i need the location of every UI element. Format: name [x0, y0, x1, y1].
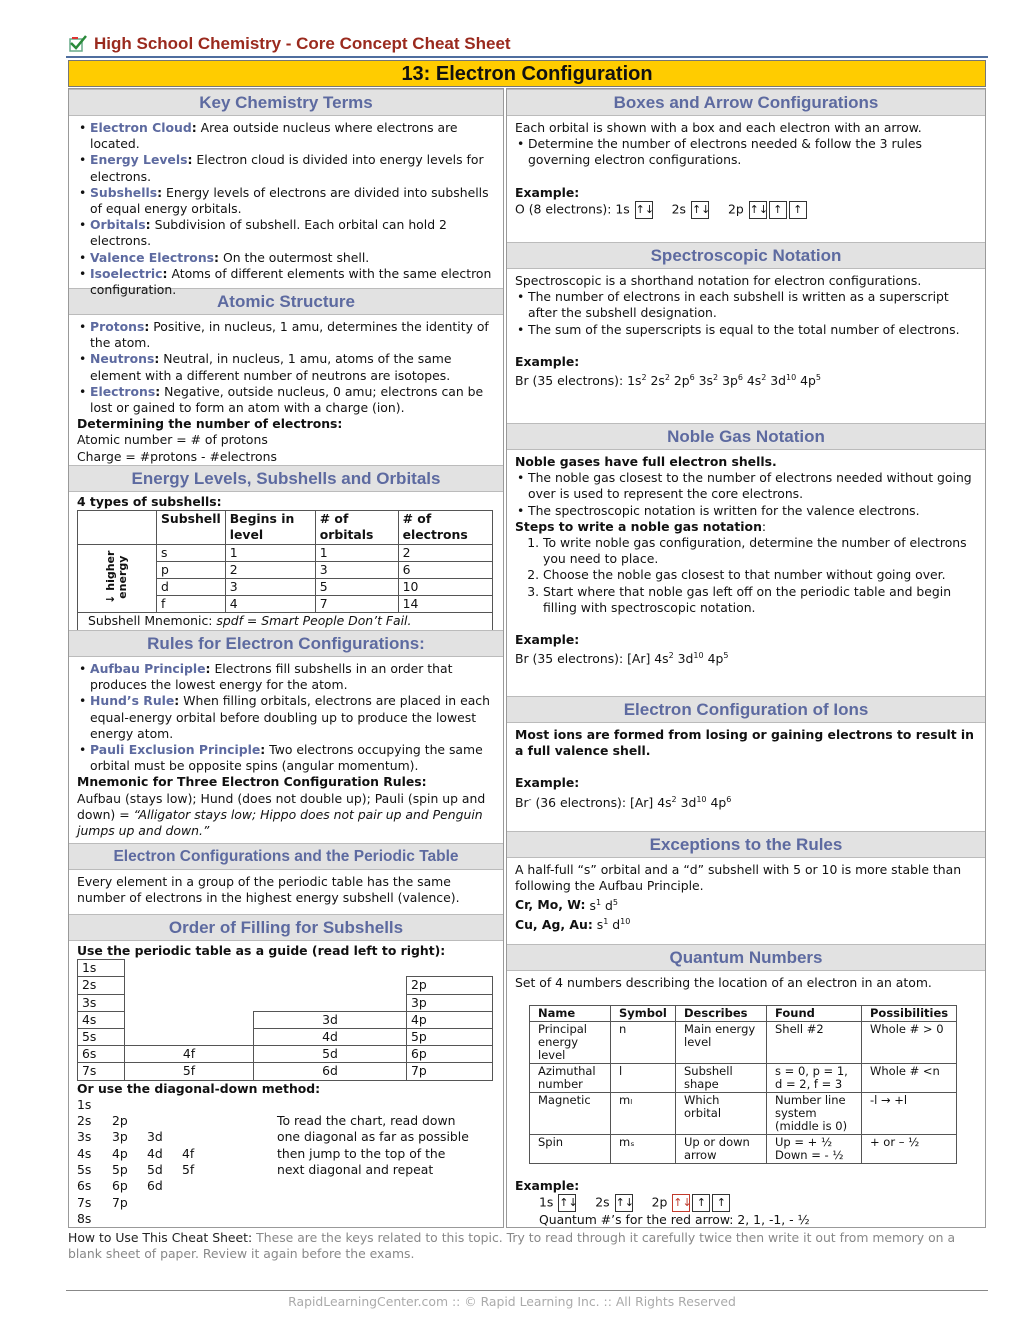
- quantum-cell: mₗ: [611, 1093, 676, 1135]
- orbital-term: 3p: [722, 373, 738, 389]
- orbital-box: ↑↓: [749, 201, 767, 219]
- diagonal-chart: [77, 1097, 495, 1225]
- electron-count: 1: [603, 916, 609, 926]
- grid-cell: [254, 977, 407, 994]
- section-quantum-title: Quantum Numbers: [507, 944, 985, 971]
- orbital-term: 1s: [627, 373, 642, 389]
- quantum-cell: Magnetic: [530, 1093, 611, 1135]
- spectro-example-label: Example:: [515, 353, 580, 369]
- orbital-box: ↑: [769, 201, 787, 219]
- quantum-cell: Up or down arrow: [676, 1135, 767, 1164]
- electron-count: 2: [671, 794, 677, 804]
- quantum-cell: + or – ½: [862, 1135, 957, 1164]
- grid-cell: 7s: [78, 1063, 125, 1080]
- rule-term: Pauli Exclusion Principle: [90, 742, 261, 758]
- grid-cell: [254, 994, 407, 1011]
- electron-count: 2: [664, 373, 670, 383]
- orbital-term: 4s: [654, 651, 669, 667]
- quantum-cell: Subshell shape: [676, 1064, 767, 1093]
- footer-divider: [66, 1290, 988, 1291]
- diag-note-line: one diagonal as far as possible: [277, 1129, 469, 1145]
- table-cell: 1: [315, 544, 398, 561]
- orbital-box: ↑: [712, 1194, 730, 1212]
- diag-cell: 6p: [112, 1178, 128, 1194]
- box-example-text: O (8 electrons): 1s: [515, 201, 630, 217]
- diag-cell: 3p: [112, 1129, 128, 1145]
- orbital-term: 4p: [710, 794, 727, 810]
- quantum-cell: Which orbital: [676, 1093, 767, 1135]
- rule-colon: :: [205, 661, 211, 676]
- key-term-term: Subshells: [90, 184, 158, 200]
- section-periodic: [69, 870, 503, 914]
- electron-count: 10: [786, 373, 797, 383]
- table-cell: 2: [225, 561, 315, 578]
- noble-example-prefix: Br (35 electrons): [Ar]: [515, 651, 655, 667]
- orbital-label: 2p: [651, 1194, 668, 1210]
- section-spectro-title: Spectroscopic Notation: [507, 242, 985, 269]
- key-term-item: [90, 120, 495, 152]
- atomic-term-text: Neutral, in nucleus, 1 amu, atoms of the same element with a different number of neutrons are isotopes.: [90, 351, 452, 383]
- rules-mnemonic-heading: Mnemonic for Three Electron Configuration Rules: [77, 774, 422, 790]
- grid-cell: 1s: [78, 960, 125, 977]
- noble-step: 2. Choose the noble gas closest to that number without going over.: [543, 567, 977, 583]
- spectro-example-prefix: Br (35 electrons):: [515, 373, 628, 389]
- grid-cell: 5p: [407, 1029, 493, 1046]
- orbital-term: 4p: [800, 373, 816, 389]
- diag-cell: 6d: [147, 1178, 163, 1194]
- electrons-col-header: # of electrons: [398, 511, 492, 544]
- electron-count: 10: [696, 794, 707, 804]
- quantum-header: Found: [767, 1006, 862, 1022]
- key-term-term: Valence Electrons: [90, 249, 215, 265]
- ion-charge: -: [528, 794, 532, 804]
- key-term-item: [90, 266, 495, 298]
- quantum-cell: -l → +l: [862, 1093, 957, 1135]
- exceptions-row2-label: Cu, Ag, Au:: [515, 916, 593, 932]
- diag-cell: 4d: [147, 1145, 163, 1161]
- quantum-cell: Whole # > 0: [862, 1022, 957, 1064]
- rule-item: [90, 742, 495, 774]
- section-atomic-title: Atomic Structure: [69, 288, 503, 315]
- table-cell: 10: [398, 579, 492, 596]
- section-rules: • Aufbau Principle: Electrons fill subshells in an order that produces the lowest energy for the atom. • Hund’s Rule: When filling orbitals, electrons are placed in each equal-energy orbital before doubling up to produce the lowest energy atom. • Pauli Exclusion Principle: Two electrons occupying the same orbital must be opposite spins (angular momentum). Mnemonic for Three Electron Configuration Rules: Aufbau (stays low); Hund (does not double up); Pauli (spin up and down) = “Alligator stays low; Hippo does not pair up and Penguin jumps up and down.”: [69, 657, 503, 843]
- noble-step: 3. Start where that noble gas left off on the periodic table and begin filling with spectroscopic notation.: [543, 584, 977, 616]
- header-divider: [66, 56, 988, 58]
- rule-text: Electrons fill subshells in an order that produces the lowest energy for the atom.: [90, 661, 453, 693]
- grid-cell: [407, 960, 493, 977]
- diag-note-line: then jump to the top of the: [277, 1145, 446, 1161]
- exceptions-text: A half-full “s” orbital and a “d” subshell with 5 or 10 is more stable than following the Aufbau Principle.: [515, 862, 962, 894]
- atomic-term-item: [90, 351, 495, 383]
- atomic-term-term: Protons: [90, 319, 145, 334]
- quantum-caption: Quantum #’s for the red arrow: 2, 1, -1, - ½: [539, 1212, 810, 1228]
- quantum-header: Name: [530, 1006, 611, 1022]
- quantum-cell: s = 0, p = 1, d = 2, f = 3: [767, 1064, 862, 1093]
- section-rules-title: Rules for Electron Configurations:: [69, 630, 503, 657]
- quantum-cell: mₛ: [611, 1135, 676, 1164]
- grid-cell: [125, 960, 254, 977]
- electron-count: 2: [668, 651, 674, 661]
- electron-count: 5: [723, 651, 729, 661]
- orbital-box: ↑↓: [558, 1194, 576, 1212]
- rule-term: Hund’s Rule: [90, 693, 175, 709]
- spectro-configuration: [627, 373, 821, 388]
- atomic-line1: Atomic number = # of protons: [77, 432, 268, 448]
- boxes-bullet: • Determine the number of electrons needed & follow the 3 rules governing electron configurations.: [528, 136, 977, 168]
- orbital-label: 1s: [539, 1194, 554, 1210]
- quantum-cell: Spin: [530, 1135, 611, 1164]
- section-exceptions-title: Exceptions to the Rules: [507, 831, 985, 858]
- table-cell: 5: [315, 579, 398, 596]
- diag-cell: 8s: [77, 1210, 92, 1226]
- subshell-col-header: Subshell: [157, 511, 226, 544]
- diag-heading: Or use the diagonal-down method:: [77, 1080, 321, 1096]
- orbital-box: ↑↓: [615, 1194, 633, 1212]
- atomic-term-item: [90, 384, 495, 416]
- key-term-term: Energy Levels: [90, 152, 188, 168]
- atomic-term-item: [90, 319, 495, 351]
- orbital-box: ↑: [789, 201, 807, 219]
- section-energy: [69, 492, 503, 630]
- orbital-label: 2p: [727, 201, 744, 217]
- orbital-term: 3d: [677, 651, 694, 667]
- electron-count: 5: [612, 897, 618, 907]
- rule-text: When filling orbitals, electrons are placed in each equal-energy orbital before doubling up to produce the lowest energy atom.: [90, 693, 490, 741]
- page-header: [68, 32, 511, 56]
- orbital-term: d: [604, 897, 613, 913]
- exceptions-row2-config: [597, 917, 631, 932]
- quantum-cell: Shell #2: [767, 1022, 862, 1064]
- orbital-term: d: [612, 916, 621, 932]
- section-ions-title: Electron Configuration of Ions: [507, 696, 985, 723]
- orbital-term: s: [589, 897, 596, 913]
- key-term-item: [90, 185, 495, 217]
- quantum-orbital-diagram: [515, 1194, 977, 1212]
- table-cell: 2: [398, 544, 492, 561]
- exceptions-row1-config: [589, 898, 617, 913]
- grid-cell: [125, 1011, 254, 1028]
- key-term-term: Electron Cloud: [90, 120, 192, 135]
- grid-cell: 4f: [125, 1046, 254, 1063]
- diag-cell: 3s: [77, 1129, 92, 1145]
- key-term-term: Isoelectric: [90, 265, 163, 281]
- orbital-term: 2s: [650, 373, 665, 389]
- table-cell: 4: [225, 596, 315, 613]
- noble-configuration: [654, 651, 728, 666]
- table-cell: 7: [315, 596, 398, 613]
- atomic-term-text: Negative, outside nucleus, 0 amu; electrons can be lost or gained to form an atom with a charge (ion).: [90, 383, 484, 416]
- spectro-bullet: • The sum of the superscripts is equal to the total number of electrons.: [528, 322, 977, 338]
- quantum-cell: Main energy level: [676, 1022, 767, 1064]
- grid-cell: 4d: [254, 1029, 407, 1046]
- diag-cell: 2s: [77, 1113, 92, 1129]
- electron-count: 6: [689, 373, 695, 383]
- atomic-line2: Charge = #protons - #electrons: [77, 448, 277, 464]
- key-term-text: Electron cloud is divided into energy levels for electrons.: [90, 152, 484, 184]
- diag-cell: 2p: [112, 1113, 128, 1129]
- noble-example-label: Example:: [515, 632, 580, 648]
- exceptions-row1-label: Cr, Mo, W:: [515, 897, 586, 913]
- rule-item: [90, 693, 495, 742]
- orbital-box: ↑: [692, 1194, 710, 1212]
- diag-cell: 4s: [77, 1145, 92, 1161]
- electron-count: 2: [713, 373, 719, 383]
- diag-cell: 5f: [182, 1162, 195, 1178]
- diag-cell: 4p: [112, 1145, 128, 1161]
- section-order-title: Order of Filling for Subshells: [69, 914, 503, 941]
- diag-cell: 5p: [112, 1162, 128, 1178]
- electron-count: 5: [815, 373, 821, 383]
- diag-cell: 1s: [77, 1096, 92, 1112]
- grid-cell: 5d: [254, 1046, 407, 1063]
- spectro-intro: Spectroscopic is a shorthand notation for electron configurations.: [515, 273, 922, 288]
- section-boxes: [507, 116, 985, 242]
- section-ions: [507, 723, 985, 831]
- filling-grid: [77, 959, 493, 1080]
- atomic-term-term: Electrons: [90, 383, 156, 399]
- rule-term: Aufbau Principle: [90, 661, 206, 676]
- orbital-term: 3d: [680, 794, 697, 810]
- key-term-item: [90, 152, 495, 184]
- orbital-label: 2s: [595, 1194, 610, 1210]
- section-order: [69, 941, 503, 1227]
- diag-cell: 7p: [112, 1194, 128, 1210]
- howto-text: These are the keys related to this topic. Try to read through it carefully twice then write it out from memory on a blank sheet of paper. Review it again before the exams.: [68, 1230, 956, 1261]
- electron-count: 6: [726, 794, 732, 804]
- section-energy-title: Energy Levels, Subshells and Orbitals: [69, 465, 503, 492]
- key-term-colon: :: [214, 249, 219, 265]
- rule-item: [90, 661, 495, 693]
- electron-count: 6: [737, 373, 743, 383]
- atomic-term-text: Positive, in nucleus, 1 amu, determines the identity of the atom.: [90, 319, 489, 351]
- grid-cell: 5s: [78, 1029, 125, 1046]
- key-term-text: Subdivision of subshell. Each orbital can hold 2 electrons.: [90, 217, 447, 249]
- orbital-label: 2s: [671, 201, 687, 217]
- key-term-colon: :: [145, 217, 151, 233]
- atomic-term-colon: :: [154, 351, 160, 367]
- quantum-header: Describes: [676, 1006, 767, 1022]
- grid-cell: 3p: [407, 994, 493, 1011]
- atomic-term-colon: :: [144, 319, 150, 334]
- ion-configuration: [657, 795, 731, 810]
- howto-note: [68, 1230, 988, 1262]
- page-title: High School Chemistry - Core Concept Cheat Sheet: [94, 34, 511, 53]
- orbital-term: 4s: [657, 794, 672, 810]
- electron-count: 2: [641, 373, 647, 383]
- section-periodic-title: Electron Configurations and the Periodic Table: [69, 843, 503, 870]
- grid-cell: 4p: [407, 1011, 493, 1028]
- oxygen-orbital-diagram: [515, 201, 977, 219]
- key-term-colon: :: [157, 184, 163, 200]
- electron-count: 10: [620, 916, 631, 926]
- orbital-term: s: [596, 916, 604, 932]
- boxes-intro: Each orbital is shown with a box and each electron with an arrow.: [515, 120, 922, 135]
- grid-cell: 2p: [407, 977, 493, 994]
- rules-mnemonic-text: Aufbau (stays low); Hund (does not double up); Pauli (spin up and down) =: [77, 790, 486, 822]
- electron-count: 10: [693, 651, 704, 661]
- grid-cell: [254, 960, 407, 977]
- diag-note-line: next diagonal and repeat: [277, 1162, 434, 1178]
- section-noble-title: Noble Gas Notation: [507, 423, 985, 450]
- key-term-text: On the outermost shell.: [222, 249, 370, 265]
- diag-cell: 6s: [77, 1178, 92, 1194]
- checkmark-icon: [68, 34, 88, 54]
- diag-cell: 3d: [147, 1129, 163, 1145]
- rules-mnemonic-italic: “Alligator stays low; Hippo does not pair up and Penguin jumps up and down.”: [77, 806, 483, 839]
- quantum-example-label: Example:: [515, 1178, 580, 1194]
- rule-colon: :: [260, 742, 266, 758]
- table-cell: p: [157, 561, 226, 578]
- orbital-term: 4s: [746, 373, 762, 389]
- types-heading: 4 types of subshells:: [77, 494, 222, 509]
- grid-cell: 3d: [254, 1011, 407, 1028]
- table-cell: s: [157, 544, 226, 561]
- subshell-table: [77, 510, 493, 630]
- section-quantum: [507, 971, 985, 1231]
- grid-cell: 5f: [125, 1063, 254, 1080]
- right-column: [506, 88, 986, 1228]
- mnemonic-text: spdf = Smart People Don’t Fail.: [216, 613, 412, 629]
- grid-cell: [125, 994, 254, 1011]
- rule-text: Two electrons occupying the same orbital must be opposite spins (angular momentum).: [90, 742, 483, 774]
- periodic-text: Every element in a group of the periodic table has the same number of electrons in the highest energy subshell (valence).: [77, 874, 460, 906]
- howto-label: How to Use This Cheat Sheet:: [68, 1230, 253, 1245]
- orbital-term: 2p: [673, 373, 690, 389]
- quantum-cell: Whole # <n: [862, 1064, 957, 1093]
- diag-cell: 5s: [77, 1162, 92, 1178]
- table-cell: 3: [225, 579, 315, 596]
- table-cell: 6: [398, 561, 492, 578]
- rule-colon: :: [174, 693, 180, 709]
- grid-cell: 6s: [78, 1046, 125, 1063]
- section-atomic: [69, 315, 503, 465]
- diag-cell: 7s: [77, 1194, 92, 1210]
- electron-count: 1: [595, 897, 602, 907]
- section-noble: Noble gases have full electron shells. • The noble gas closest to the number of electrons needed without going over is used to represent the core electrons. • The spectroscopic notation is written for the valence electrons. Steps to write a noble gas notation: 1. To write noble gas configuration, determine the number of electrons you need to place. 2. Choose the noble gas closest to that number without going over. 3. Start where that noble gas left off on the periodic table and begin filling with spectroscopic notation. Example: Br (35 electrons): [Ar] $4s^2$ $3d^{10}$ $4p^5$: [507, 450, 985, 696]
- quantum-header: Symbol: [611, 1006, 676, 1022]
- diag-cell: 5d: [147, 1162, 163, 1178]
- grid-cell: 7p: [407, 1063, 493, 1080]
- orbitals-col-header: # of orbitals: [315, 511, 398, 544]
- key-term-item: [90, 250, 495, 266]
- ion-symbol: Br: [515, 794, 529, 810]
- ions-example-label: Example:: [515, 775, 580, 791]
- det-heading: Determining the number of electrons:: [77, 416, 343, 432]
- orbital-term: 3d: [770, 373, 786, 389]
- section-key-terms-title: Key Chemistry Terms: [69, 89, 503, 116]
- noble-bullet: • The noble gas closest to the number of electrons needed without going over is used to represent the core electrons.: [528, 470, 977, 502]
- key-term-item: [90, 217, 495, 249]
- noble-step: 1. To write noble gas configuration, determine the number of electrons you need to place.: [543, 535, 977, 567]
- quantum-cell: l: [611, 1064, 676, 1093]
- quantum-cell: n: [611, 1022, 676, 1064]
- section-key-terms: [69, 116, 503, 298]
- key-term-text: Area outside nucleus where electrons are located.: [90, 120, 458, 152]
- mnemonic-label: Subshell Mnemonic:: [88, 613, 217, 629]
- quantum-numbers-table: [529, 1005, 957, 1164]
- atomic-term-colon: :: [155, 383, 161, 399]
- table-cell: 3: [315, 561, 398, 578]
- boxes-example-label: Example:: [515, 184, 580, 200]
- orbital-box: ↑↓: [635, 201, 653, 219]
- begins-col-header: Begins in level: [225, 511, 315, 544]
- spectro-bullet: • The number of electrons in each subshell is written as a superscript after the subshell designation.: [528, 289, 977, 321]
- table-cell: f: [157, 596, 226, 613]
- guide-heading: Use the periodic table as a guide (read left to right):: [77, 943, 446, 958]
- ions-lead: Most ions are formed from losing or gaining electrons to result in a full valence shell.: [515, 727, 975, 759]
- diag-cell: 4f: [182, 1145, 195, 1161]
- key-term-colon: :: [162, 265, 168, 281]
- grid-cell: 6d: [254, 1063, 407, 1080]
- key-term-colon: :: [187, 152, 193, 168]
- copyright: RapidLearningCenter.com :: © Rapid Learning Inc. :: All Rights Reserved: [288, 1294, 736, 1309]
- quantum-intro: Set of 4 numbers describing the location of an electron in an atom.: [515, 975, 932, 990]
- quantum-cell: Principal energy level: [530, 1022, 611, 1064]
- grid-cell: [125, 977, 254, 994]
- grid-cell: 4s: [78, 1011, 125, 1028]
- section-boxes-title: Boxes and Arrow Configurations: [507, 89, 985, 116]
- key-term-term: Orbitals: [90, 217, 146, 233]
- electron-count: 2: [761, 373, 767, 383]
- key-term-text: Energy levels of electrons are divided into subshells of equal energy orbitals.: [90, 184, 489, 217]
- grid-cell: 6p: [407, 1046, 493, 1063]
- diag-note-line: To read the chart, read down: [277, 1113, 456, 1129]
- grid-cell: 2s: [78, 977, 125, 994]
- noble-steps-heading: Steps to write a noble gas notation: [515, 518, 762, 534]
- ions-example-prefix: (36 electrons): [Ar]: [531, 794, 658, 810]
- section-exceptions: [507, 858, 985, 944]
- orbital-box: ↑↓: [691, 201, 709, 219]
- red-arrow-box: ↑↓: [672, 1194, 690, 1212]
- grid-cell: [125, 1029, 254, 1046]
- table-cell: 1: [225, 544, 315, 561]
- table-cell: 14: [398, 596, 492, 613]
- topic-banner: 13: Electron Configuration: [68, 60, 986, 87]
- quantum-header: Possibilities: [862, 1006, 957, 1022]
- grid-cell: 3s: [78, 994, 125, 1011]
- orbital-term: 3s: [698, 373, 714, 389]
- left-column: [68, 88, 504, 1228]
- quantum-cell: Azimuthal number: [530, 1064, 611, 1093]
- atomic-term-term: Neutrons: [90, 351, 155, 367]
- noble-lead: Noble gases have full electron shells.: [515, 454, 777, 469]
- key-term-text: Atoms of different elements with the same electron configuration.: [90, 265, 492, 298]
- quantum-cell: Up = + ½ Down = - ½: [767, 1135, 862, 1164]
- noble-bullet: • The spectroscopic notation is written for the valence electrons.: [528, 503, 977, 519]
- table-cell: d: [157, 579, 226, 596]
- orbital-term: 4p: [707, 651, 724, 667]
- quantum-cell: Number line system (middle is 0): [767, 1093, 862, 1135]
- higher-energy-label: ↓ higher energy: [104, 549, 129, 604]
- section-spectro: [507, 269, 985, 423]
- key-term-colon: :: [191, 120, 197, 135]
